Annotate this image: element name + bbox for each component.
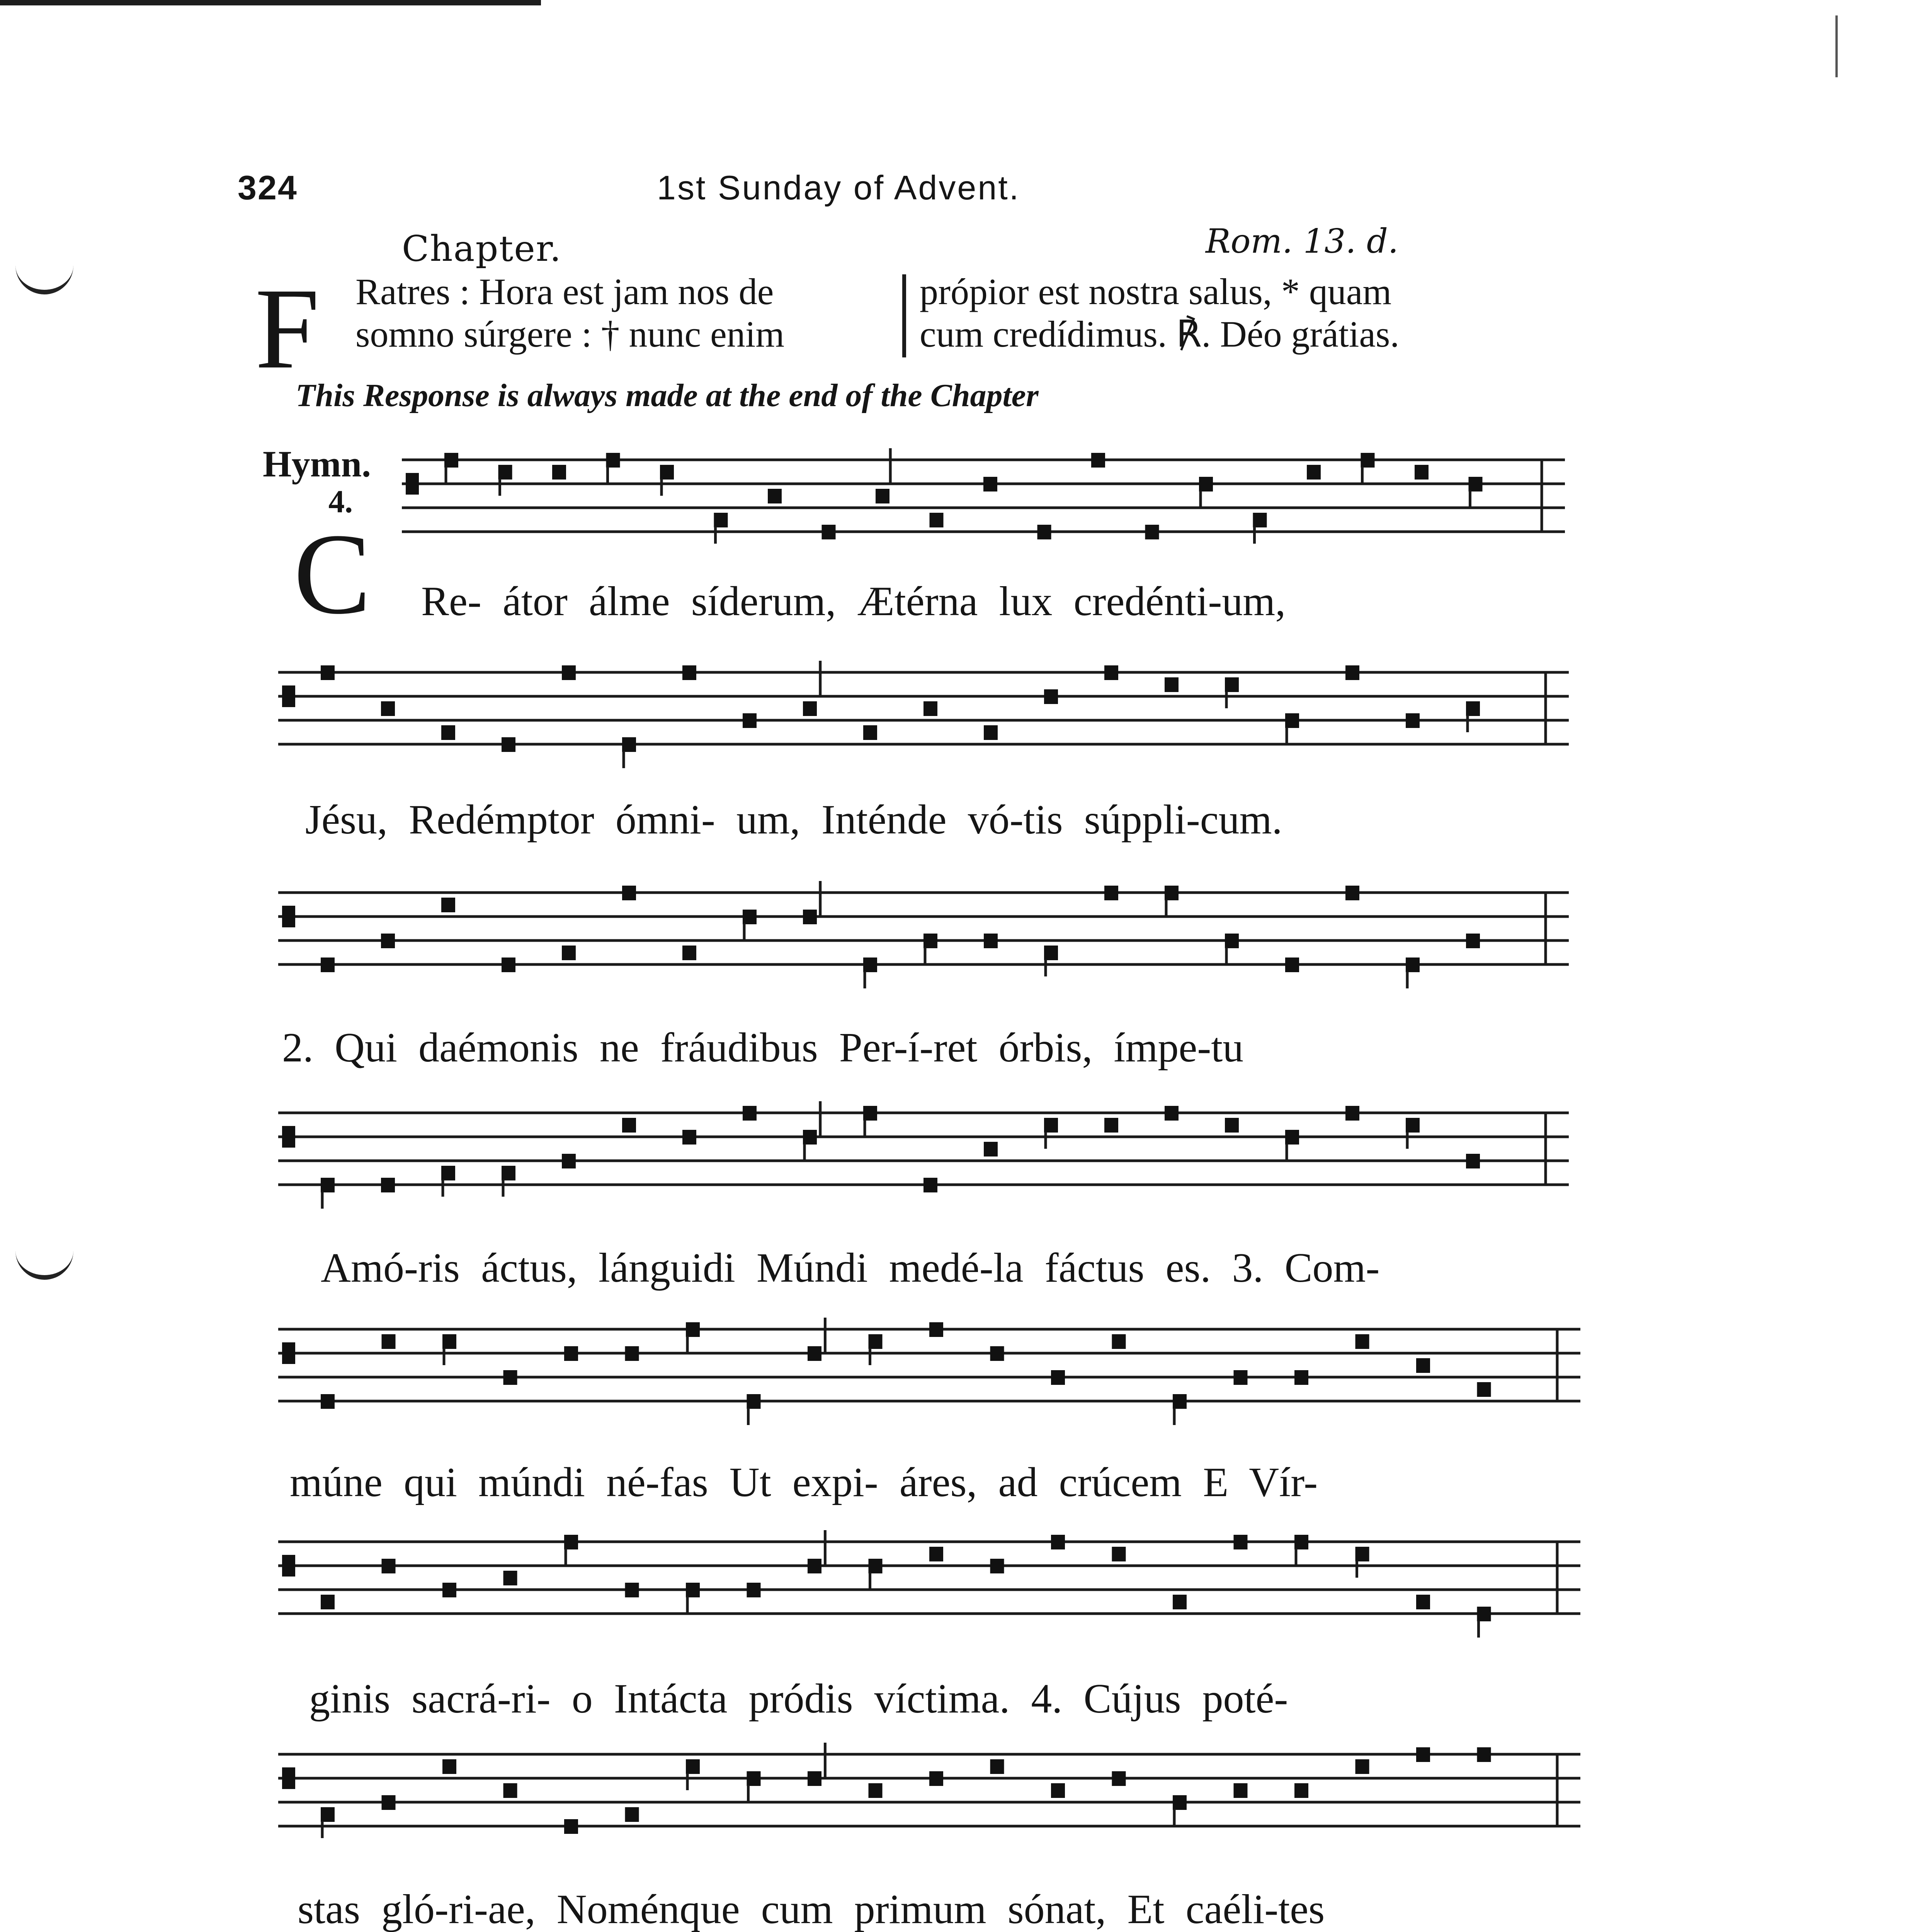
neume	[929, 1322, 943, 1337]
neume	[622, 737, 636, 752]
neume	[1165, 1106, 1179, 1121]
neume	[983, 477, 997, 492]
neume	[1051, 1783, 1065, 1798]
neume	[984, 934, 998, 948]
neume	[1415, 465, 1429, 480]
c-clef	[282, 1126, 295, 1148]
neume	[747, 1771, 761, 1786]
neume	[1307, 465, 1321, 480]
neume	[1253, 513, 1267, 527]
neume	[564, 1535, 578, 1549]
neume	[1477, 1382, 1491, 1397]
neume	[1469, 477, 1483, 492]
neume	[442, 1759, 456, 1774]
chapter-heading: Chapter.	[402, 228, 562, 269]
column-divider	[902, 274, 906, 357]
chant-staff-2	[278, 657, 1569, 775]
neume	[441, 898, 455, 912]
neume	[803, 701, 817, 716]
neume	[1145, 525, 1159, 539]
neume	[1355, 1547, 1369, 1561]
neume	[321, 665, 335, 680]
neume	[743, 713, 757, 728]
neume	[562, 665, 576, 680]
hymn-lyric-line-4: Amó-ris áctus, lánguidi Múndi medé-la fáctus es. 3. Com-	[321, 1245, 1380, 1291]
neume	[686, 1583, 700, 1597]
neume	[1466, 1154, 1480, 1168]
neume	[1406, 1118, 1420, 1133]
neume	[1044, 1118, 1058, 1133]
chant-staff-7	[278, 1739, 1580, 1857]
neume	[686, 1322, 700, 1337]
neume	[622, 886, 636, 900]
running-title: 1st Sunday of Advent.	[657, 168, 1020, 207]
neume	[1112, 1547, 1126, 1561]
neume	[1225, 934, 1239, 948]
neume	[1173, 1795, 1187, 1810]
neume	[1285, 713, 1299, 728]
chapter-text-left-line-1: Ratres : Hora est jam nos de	[355, 271, 774, 312]
neume	[990, 1559, 1004, 1573]
c-clef	[282, 1767, 295, 1789]
c-clef	[282, 1342, 295, 1364]
neume	[743, 910, 757, 924]
neume	[803, 910, 817, 924]
neume	[686, 1759, 700, 1774]
neume	[1051, 1535, 1065, 1549]
neume	[876, 489, 889, 503]
neume	[1361, 453, 1375, 468]
neume	[1225, 1118, 1239, 1133]
hymn-label: Hymn.	[263, 443, 371, 485]
binder-hole-mark-2	[15, 1248, 73, 1280]
neume	[803, 1130, 817, 1145]
hymn-lyric-line-2: Jésu, Redémptor ómni- um, Inténde vó-tis súppli-cum.	[305, 797, 1282, 843]
neume	[498, 465, 512, 480]
neume	[822, 525, 836, 539]
neume	[1037, 525, 1051, 539]
neume	[863, 957, 877, 972]
neume	[1406, 713, 1420, 728]
neume	[1345, 1106, 1359, 1121]
neume	[1044, 689, 1058, 704]
neume	[1051, 1370, 1065, 1385]
neume	[930, 513, 944, 527]
neume	[321, 1595, 335, 1609]
chant-staff-3	[278, 877, 1569, 995]
neume	[381, 1178, 395, 1192]
hymn-lyric-line-5: múne qui múndi né-fas Ut expi- áres, ad crúcem E Vír-	[290, 1459, 1318, 1505]
neume	[1466, 934, 1480, 948]
neume	[625, 1346, 639, 1361]
neume	[562, 946, 576, 960]
neume	[869, 1334, 883, 1349]
neume	[1104, 1118, 1118, 1133]
neume	[625, 1583, 639, 1597]
neume	[1294, 1535, 1308, 1549]
neume	[564, 1346, 578, 1361]
c-clef	[282, 1555, 295, 1577]
neume	[743, 1106, 757, 1121]
neume	[321, 1178, 335, 1192]
neume	[1199, 477, 1213, 492]
neume	[1225, 677, 1239, 692]
neume	[1112, 1334, 1126, 1349]
neume	[923, 701, 937, 716]
neume	[863, 1106, 877, 1121]
neume	[984, 1142, 998, 1156]
top-edge-rule	[0, 0, 541, 5]
neume	[1044, 946, 1058, 960]
neume	[808, 1346, 821, 1361]
chant-staff-1	[402, 444, 1565, 563]
chant-staff-6	[278, 1526, 1580, 1645]
neume	[321, 1394, 335, 1409]
neume	[381, 934, 395, 948]
neume	[1173, 1394, 1187, 1409]
neume	[869, 1559, 883, 1573]
neume	[1112, 1771, 1126, 1786]
neume	[552, 465, 566, 480]
neume	[381, 701, 395, 716]
c-clef	[282, 685, 295, 707]
neume	[1345, 886, 1359, 900]
neume	[441, 1166, 455, 1180]
chapter-initial-letter: F	[255, 264, 320, 393]
neume	[682, 946, 696, 960]
binder-hole-mark-1	[15, 263, 73, 294]
hymn-initial-letter: C	[294, 510, 371, 638]
neume	[929, 1547, 943, 1561]
neume	[863, 725, 877, 740]
page-number: 324	[238, 168, 298, 207]
c-clef	[406, 473, 419, 495]
neume	[1477, 1607, 1491, 1621]
neume	[382, 1795, 396, 1810]
neume	[747, 1583, 761, 1597]
neume	[1355, 1759, 1369, 1774]
neume	[1294, 1370, 1308, 1385]
neume	[321, 957, 335, 972]
scan-speck	[1835, 15, 1838, 77]
hymn-lyric-line-6: ginis sacrá-ri- o Intácta pródis víctima. 4. Cújus poté-	[309, 1676, 1288, 1722]
neume	[1165, 886, 1179, 900]
neume	[562, 1154, 576, 1168]
neume	[929, 1771, 943, 1786]
rubric-note: This Response is always made at the end of the Chapter	[296, 378, 1039, 413]
neume	[1234, 1370, 1248, 1385]
neume	[441, 725, 455, 740]
chapter-text-right-line-2: cum credídimus. ℟. Déo grátias.	[920, 313, 1400, 355]
neume	[625, 1807, 639, 1822]
neume	[1477, 1747, 1491, 1762]
neume	[923, 934, 937, 948]
chant-staff-4	[278, 1097, 1569, 1216]
chapter-text-left-line-2: somno súrgere : † nunc enim	[355, 313, 785, 355]
neume	[1416, 1358, 1430, 1373]
neume	[984, 725, 998, 740]
neume	[768, 489, 782, 503]
hymn-lyric-line-1: Re- átor álme síderum, Ætérna lux credénti-um,	[421, 578, 1286, 624]
neume	[503, 1783, 517, 1798]
neume	[382, 1334, 396, 1349]
neume	[714, 513, 728, 527]
neume	[1234, 1783, 1248, 1798]
neume	[682, 1130, 696, 1145]
neume	[869, 1783, 883, 1798]
hymn-lyric-line-3: 2. Qui daémonis ne fráudibus Per-í-ret órbis, ímpe-tu	[282, 1025, 1244, 1071]
hymn-mode-number: 4.	[328, 484, 353, 520]
neume	[1091, 453, 1105, 468]
chapter-reference: Rom. 13. d.	[1206, 222, 1399, 261]
neume	[1406, 957, 1420, 972]
neume	[1355, 1334, 1369, 1349]
neume	[1466, 701, 1480, 716]
neume	[1234, 1535, 1248, 1549]
neume	[606, 453, 620, 468]
c-clef	[282, 906, 295, 927]
neume	[808, 1559, 821, 1573]
neume	[1285, 957, 1299, 972]
neume	[682, 665, 696, 680]
neume	[1294, 1783, 1308, 1798]
neume	[502, 957, 515, 972]
neume	[660, 465, 674, 480]
neume	[1416, 1747, 1430, 1762]
neume	[442, 1583, 456, 1597]
neume	[990, 1759, 1004, 1774]
neume	[990, 1346, 1004, 1361]
neume	[1104, 665, 1118, 680]
neume	[382, 1559, 396, 1573]
neume	[622, 1118, 636, 1133]
neume	[1173, 1595, 1187, 1609]
neume	[1104, 886, 1118, 900]
neume	[747, 1394, 761, 1409]
neume	[1165, 677, 1179, 692]
hymn-lyric-line-7: stas gló-ri-ae, Noménque cum primum sónat, Et caéli-tes	[298, 1886, 1325, 1932]
neume	[444, 453, 458, 468]
neume	[442, 1334, 456, 1349]
neume	[923, 1178, 937, 1192]
neume	[564, 1819, 578, 1834]
neume	[1345, 665, 1359, 680]
neume	[1416, 1595, 1430, 1609]
neume	[503, 1571, 517, 1585]
chant-staff-5	[278, 1314, 1580, 1432]
neume	[503, 1370, 517, 1385]
neume	[808, 1771, 821, 1786]
neume	[1285, 1130, 1299, 1145]
chapter-text-right-line-1: própior est nostra salus, * quam	[920, 271, 1392, 312]
neume	[321, 1807, 335, 1822]
neume	[502, 737, 515, 752]
neume	[502, 1166, 515, 1180]
